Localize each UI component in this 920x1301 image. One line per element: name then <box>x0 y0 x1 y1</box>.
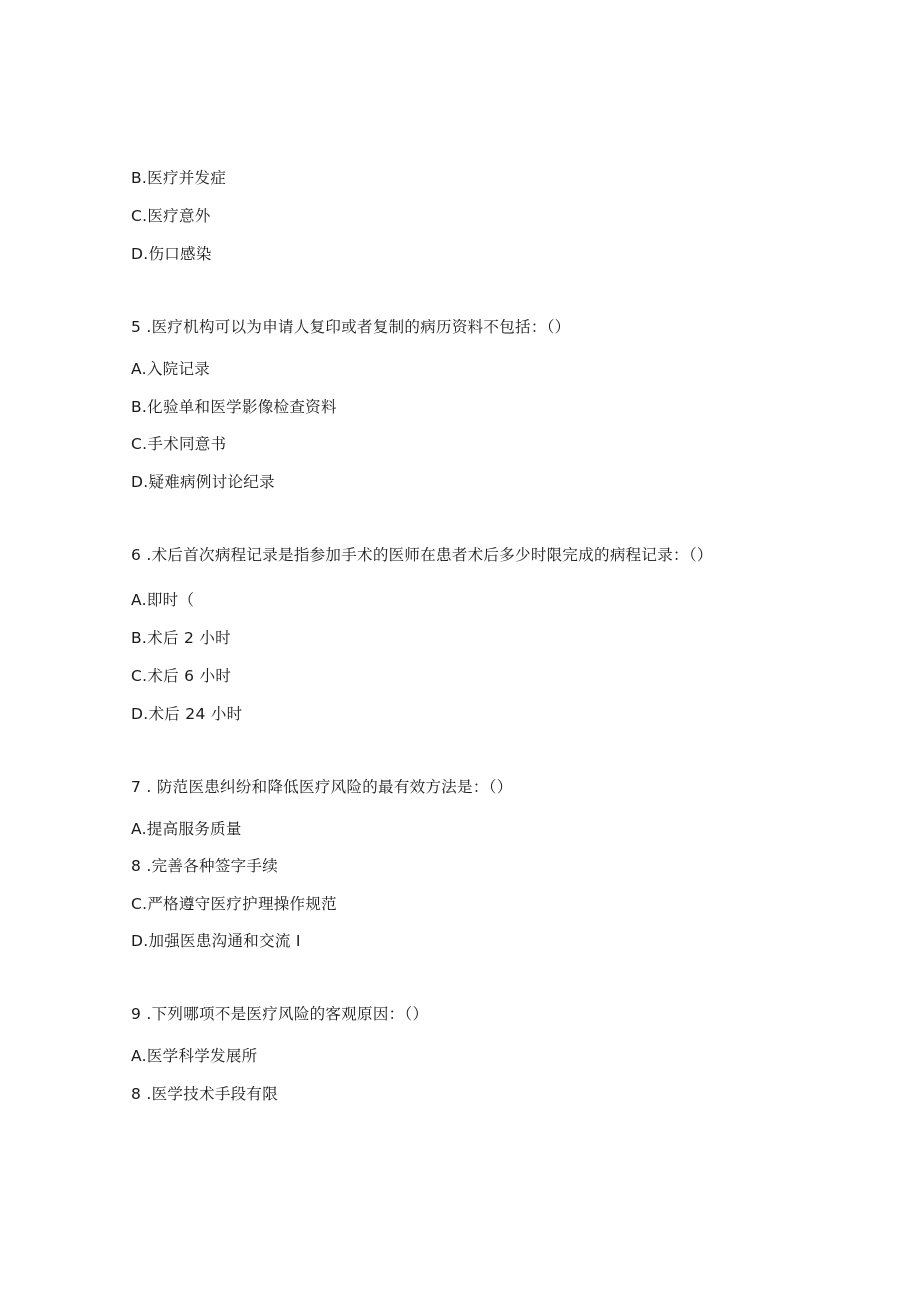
option-7d: D.加强医患沟通和交流 I <box>131 932 301 950</box>
option-5a: A.入院记录 <box>131 360 211 378</box>
question-6: 6 .术后首次病程记录是指参加手术的医师在患者术后多少时限完成的病程记录：（） <box>131 546 713 564</box>
option-6a: A.即时（ <box>131 591 195 609</box>
question-5: 5 .医疗机构可以为申请人复印或者复制的病历资料不包括：（） <box>131 318 571 336</box>
option-7a: A.提高服务质量 <box>131 820 242 838</box>
option-4b: B.医疗并发症 <box>131 169 227 187</box>
option-9b: 8 .医学技术手段有限 <box>131 1085 279 1103</box>
option-6c: C.术后 6 小时 <box>131 667 232 685</box>
question-7: 7 . 防范医患纠纷和降低医疗风险的最有效方法是：（） <box>131 778 513 796</box>
option-7b: 8 .完善各种签字手续 <box>131 857 279 875</box>
option-4d: D.伤口感染 <box>131 245 212 263</box>
question-9: 9 .下列哪项不是医疗风险的客观原因：（） <box>131 1005 429 1023</box>
option-7c: C.严格遵守医疗护理操作规范 <box>131 895 337 913</box>
option-4c: C.医疗意外 <box>131 207 211 225</box>
option-6b: B.术后 2 小时 <box>131 629 231 647</box>
option-5b: B.化验单和医学影像检查资料 <box>131 398 337 416</box>
option-5d: D.疑难病例讨论纪录 <box>131 473 275 491</box>
option-9a: A.医学科学发展所 <box>131 1047 258 1065</box>
option-6d: D.术后 24 小时 <box>131 705 243 723</box>
option-5c: C.手术同意书 <box>131 435 227 453</box>
